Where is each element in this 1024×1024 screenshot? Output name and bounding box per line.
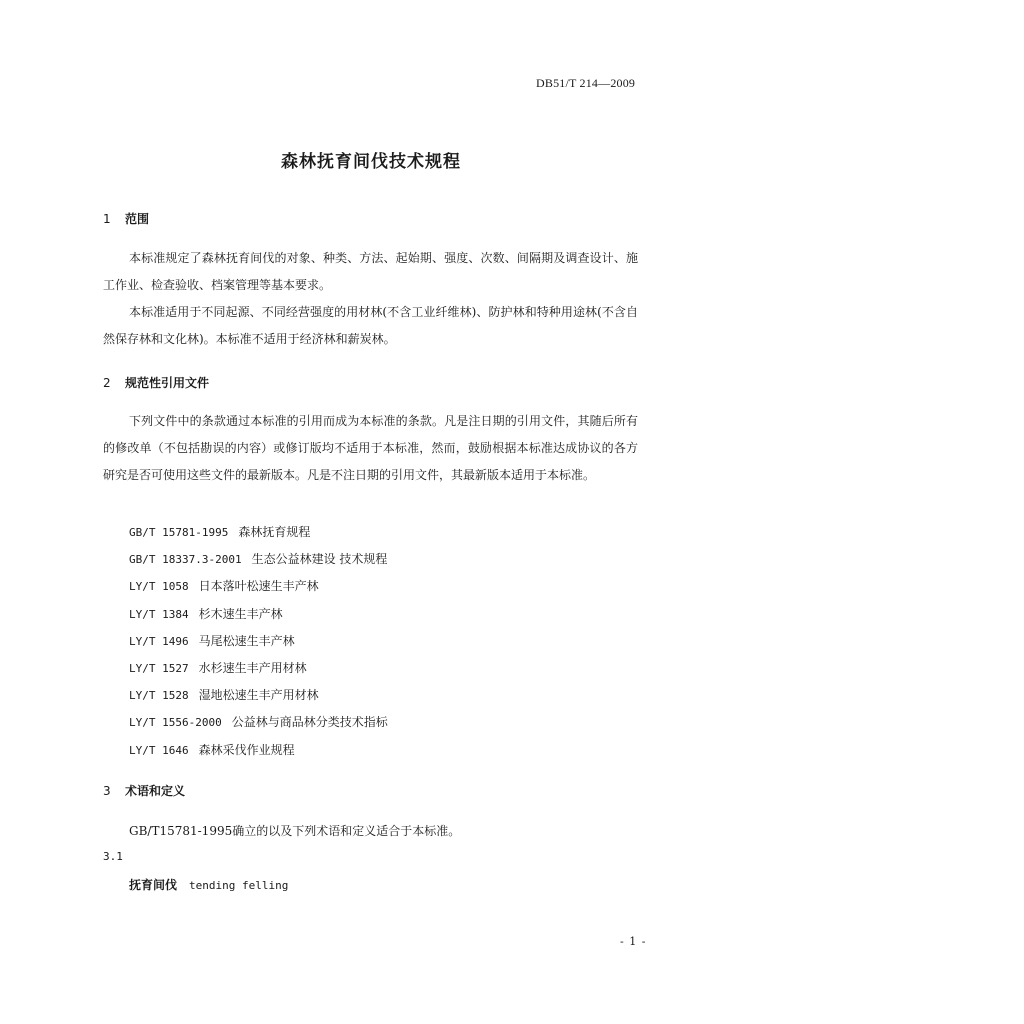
page-number: - 1 - xyxy=(620,935,647,948)
reference-item xyxy=(129,519,388,546)
reference-list xyxy=(129,519,388,764)
reference-name: 水杉速生丰产用材林 xyxy=(198,660,307,675)
section-number: 2 xyxy=(103,376,111,390)
reference-name: 日本落叶松速生丰产林 xyxy=(198,579,319,594)
subsection-number: 3.1 xyxy=(103,850,123,863)
reference-name: 森林抚育规程 xyxy=(238,525,311,539)
section-heading-terms xyxy=(103,782,185,799)
scope-paragraph-1: 本标准规定了森林抚育间伐的对象、种类、方法、起始期、强度、次数、间隔期及调查设计、施工作业、检查验收、档案管理等基本要求。 xyxy=(103,251,638,293)
reference-name: 马尾松速生丰产林 xyxy=(198,633,295,648)
term-definition-line xyxy=(129,876,288,893)
reference-item xyxy=(129,737,388,764)
reference-code: LY/T 1556-2000 xyxy=(129,716,222,730)
reference-name: 杉木速生丰产林 xyxy=(198,606,283,621)
section-heading-scope xyxy=(103,210,149,227)
section-heading-references xyxy=(103,374,209,391)
reference-code: GB/T 15781-1995 xyxy=(129,526,229,539)
reference-item xyxy=(129,573,388,600)
reference-code: GB/T 18337.3-2001 xyxy=(129,553,242,567)
reference-code: LY/T 1384 xyxy=(129,607,189,621)
reference-name: 生态公益林建设 技术规程 xyxy=(251,552,388,567)
term-chinese: 抚育间伐 xyxy=(129,878,178,892)
section-title: 规范性引用文件 xyxy=(125,376,210,390)
document-code: DB51/T 214—2009 xyxy=(536,76,636,90)
reference-code: LY/T 1646 xyxy=(129,743,189,757)
document-title: 森林抚育间伐技术规程 xyxy=(281,152,461,172)
references-intro-paragraph: 下列文件中的条款通过本标准的引用而成为本标准的条款。凡是注日期的引用文件，其随后所有的修改单（不包括勘误的内容）或修订版均不适用于本标准，然而，鼓励根据本标准达成协议的各方研究是否可使用这些文件的最新版本。凡是不注日期的引用文件，其最新版本适用于本标准。 xyxy=(103,414,638,483)
reference-item xyxy=(129,682,388,709)
section-title: 范围 xyxy=(125,212,150,226)
reference-code: LY/T 1528 xyxy=(129,689,189,703)
reference-item xyxy=(129,546,388,573)
reference-code: LY/T 1527 xyxy=(129,661,189,675)
reference-code: LY/T 1058 xyxy=(129,580,189,594)
scope-paragraph-2: 本标准适用于不同起源、不同经营强度的用材林(不含工业纤维林)、防护林和特种用途林(不含自然保存林和文化林)。本标准不适用于经济林和薪炭林。 xyxy=(103,305,638,347)
reference-code: LY/T 1496 xyxy=(129,634,189,648)
section-title: 术语和定义 xyxy=(125,784,186,798)
reference-item xyxy=(129,628,388,655)
reference-name: 湿地松速生丰产用材林 xyxy=(198,688,319,703)
reference-name: 公益林与商品林分类技术指标 xyxy=(231,715,388,730)
reference-name: 森林采伐作业规程 xyxy=(198,742,295,757)
terms-intro-paragraph: GB/T15781-1995确立的以及下列术语和定义适合于本标准。 xyxy=(129,824,461,838)
reference-item xyxy=(129,601,388,628)
section-number: 1 xyxy=(103,212,111,226)
reference-item xyxy=(129,655,388,682)
term-english: tending felling xyxy=(189,879,289,892)
section-number: 3 xyxy=(103,784,111,798)
reference-item xyxy=(129,709,388,736)
